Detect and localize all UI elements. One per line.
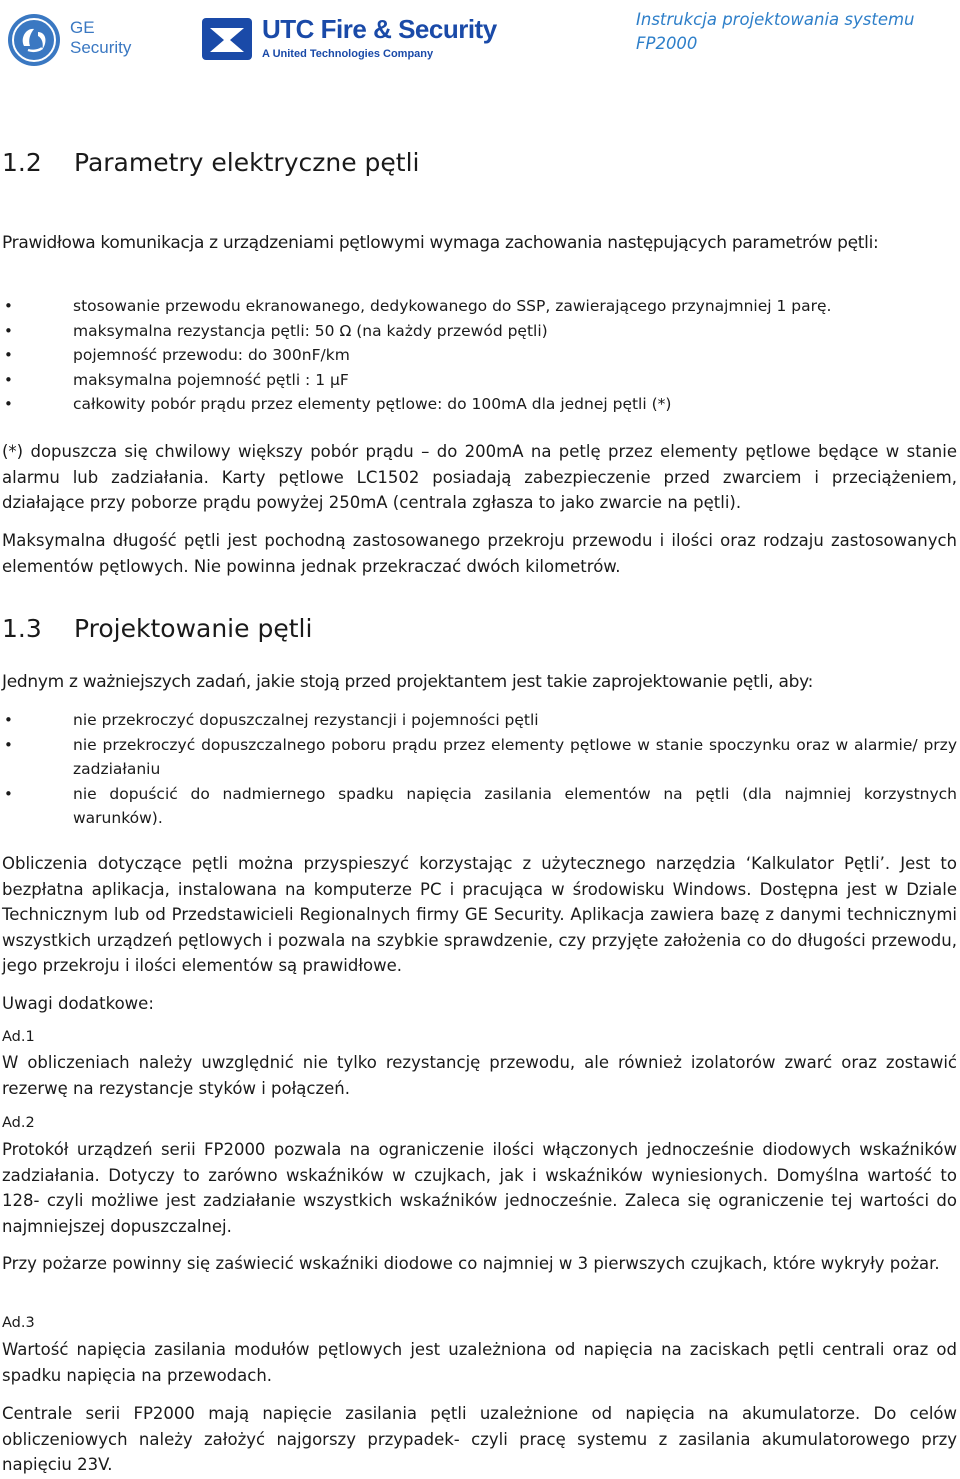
ge-security-wordmark: GE Security xyxy=(70,18,132,57)
utc-logo-icon xyxy=(200,14,254,64)
list-item: • stosowanie przewodu ekranowanego, dedykowanego do SSP, zawierającego przynajmniej 1 parę. xyxy=(2,294,957,319)
ad2-text: Protokół urządzeń serii FP2000 pozwala na ograniczenie ilości włączonych jednocześnie diodowych wskaźników zadziałania. Dotyczy to zarówno wskaźników w czujkach, jak i wskaźników wyniesionych. Domyślna wartość to 128- czyli możliwe jest zadziałanie wszystkich wskaźników jednocześnie. Zaleca się ograniczenie tej wartości do najmniejszej dopuszczalnej. xyxy=(2,1140,957,1236)
ad2-fire-paragraph: Przy pożarze powinny się zaświecić wskaźniki diodowe co najmniej w 3 pierwszych czujkach, które wykryły pożar. xyxy=(2,1254,940,1273)
design-goals-list xyxy=(2,708,957,831)
list-item: • nie przekroczyć dopuszczalnej rezystancji i pojemności pętli xyxy=(2,708,957,733)
list-item: • nie dopuścić do nadmiernego spadku napięcia zasilania elementów na pętli (dla najmniej korzystnych warunków). xyxy=(2,782,957,831)
list-item: • całkowity pobór prądu przez elementy pętlowe: do 100mA dla jednej pętli (*) xyxy=(2,392,957,417)
section-1-3-intro: Jednym z ważniejszych zadań, jakie stoją przed projektantem jest takie zaprojektowanie pętli, aby: xyxy=(2,672,814,692)
list-item: • nie przekroczyć dopuszczalnego poboru prądu przez elementy pętlowe w stanie spoczynku oraz w alarmie/ przy zadziałaniu xyxy=(2,733,957,782)
page-header xyxy=(0,0,960,80)
calculator-paragraph: Obliczenia dotyczące pętli można przyspieszyć korzystając z użytecznego narzędzia ‘Kalkulator Pętli’. Jest to bezpłatna aplikacja, instalowana na komputerze PC i pracująca w środowisku Windows. Dostępna jest w Dziale Technicznym lub od Przedstawicieli Regionalnych firmy GE Security. Aplikacja zawiera bazę z danymi technicznymi wszystkich urządzeń pętlowych i pozwala na szybkie sprawdzenie, czy przyjęte założenia co do długości przewodu, jego przekroju i ilości elementów są prawidłowe. xyxy=(2,854,957,975)
current-note: (*) dopuszcza się chwilowy większy pobór prądu – do 200mA na petlę przez elementy pętlowe będące w stanie alarmu lub zadziałania. Karty pętlowe LC1502 posiadają zabezpieczenie przed zwarciem i przeciążeniem, działające przy poborze prądu powyżej 250mA (centrala zgłasza to jako zwarcie na pętli). xyxy=(2,442,957,512)
loop-parameters-list xyxy=(2,294,957,417)
ad3-battery-paragraph: Centrale serii FP2000 mają napięcie zasilania pętli uzależnione od napięcia na akumulatorze. Do celów obliczeniowych należy założyć najgorszy przypadek- czyli pracę systemu z zasilania akumulatorowego przy napięciu 23V. xyxy=(2,1404,957,1474)
list-item: • maksymalna rezystancja pętli: 50 Ω (na każdy przewód pętli) xyxy=(2,319,957,344)
ad1-text: W obliczeniach należy uwzględnić nie tylko rezystancję przewodu, ale również izolatorów zwarć oraz zostawić rezerwę na rezystancje styków i połączeń. xyxy=(2,1053,957,1098)
document-title: Instrukcja projektowania systemu FP2000 xyxy=(636,10,915,53)
max-length-paragraph: Maksymalna długość pętli jest pochodną zastosowanego przekroju przewodu i ilości oraz rodzaju zastosowanych elementów pętlowych. Nie powinna jednak przekraczać dwóch kilometrów. xyxy=(2,531,957,576)
list-item: • pojemność przewodu: do 300nF/km xyxy=(2,343,957,368)
ad1-label: Ad.1 xyxy=(2,1029,35,1045)
ad3-label: Ad.3 xyxy=(2,1315,35,1331)
section-heading-1-2: 1.2 Parametry elektryczne pętli xyxy=(2,148,420,177)
section-heading-1-3: 1.3 Projektowanie pętli xyxy=(2,614,313,643)
utc-brand-name: UTC Fire & Security xyxy=(262,14,497,44)
list-item: • maksymalna pojemność pętli : 1 μF xyxy=(2,368,957,393)
ad2-label: Ad.2 xyxy=(2,1115,35,1131)
remarks-label: Uwagi dodatkowe: xyxy=(2,994,154,1013)
section-1-2-intro: Prawidłowa komunikacja z urządzeniami pętlowymi wymaga zachowania następujących parametrów pętli: xyxy=(2,233,879,253)
ad3-text: Wartość napięcia zasilania modułów pętlowych jest uzależniona od napięcia na zaciskach pętli centrali oraz od spadku napięcia na przewodach. xyxy=(2,1340,957,1385)
utc-tagline: A United Technologies Company xyxy=(262,48,434,60)
ge-monogram-logo xyxy=(6,12,62,68)
